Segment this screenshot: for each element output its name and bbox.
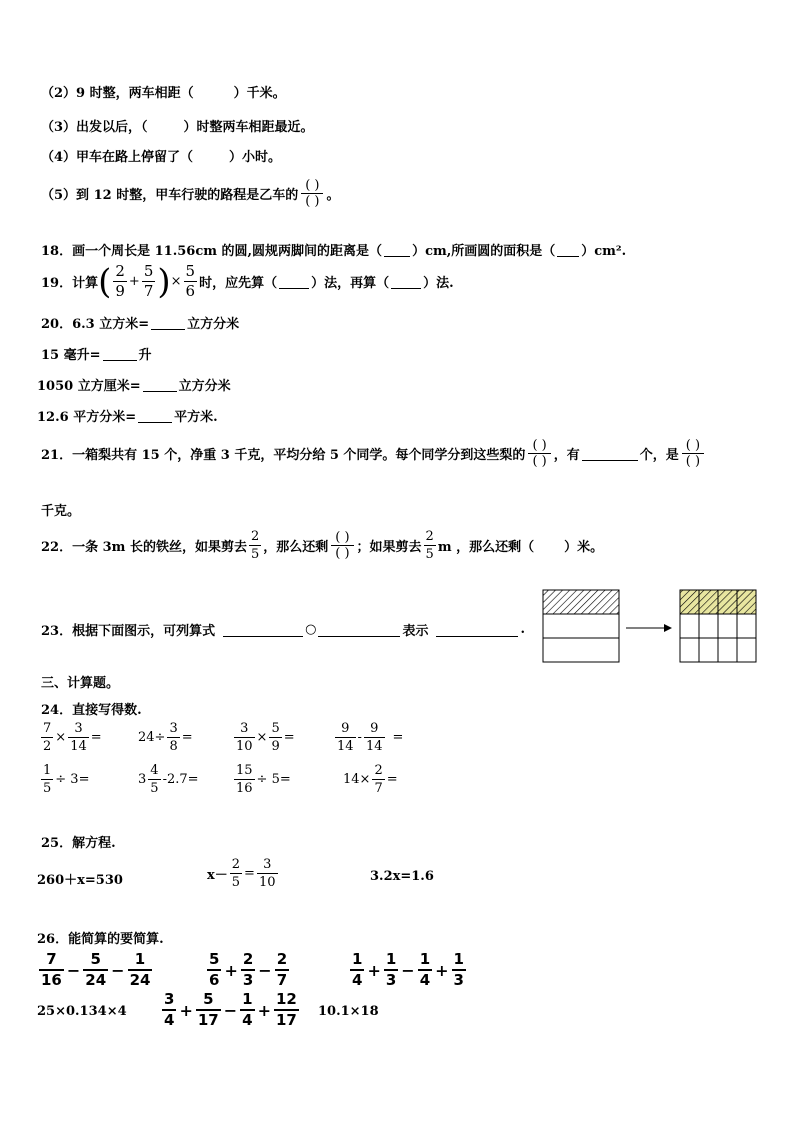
numerator: 2 <box>242 950 254 968</box>
denominator: 3 <box>242 971 254 989</box>
fraction <box>207 952 221 988</box>
numerator: 1 <box>419 950 431 968</box>
q23-line: 23．根据下面图示，可列算式 ○ 表示 . <box>41 622 525 639</box>
fraction <box>241 952 255 988</box>
answer-blank[interactable] <box>138 409 172 423</box>
q24-item: $\frac{15}{16}$ ÷ 5= <box>236 763 291 796</box>
denominator: 24 <box>129 971 151 989</box>
fraction: $\frac{2}{5}$ <box>250 529 260 562</box>
right-paren: ) <box>157 261 171 302</box>
q25-eq-1: 260＋x=530 <box>37 873 123 888</box>
q26-problem-2 <box>205 952 291 988</box>
denominator: 17 <box>197 1011 219 1029</box>
q24-item: 3 $\frac{4}{5}$ -2.7= <box>138 763 199 796</box>
q19-line: 19．计算 ( $\frac{2}{9}$ + $\frac{5}{7}$ ) × $\frac{5}{6}$ 时，应先算（ ）法，再算（ ）法. <box>41 261 454 302</box>
q24-item: 24÷ $\frac{3}{8}$ = <box>138 721 193 754</box>
q24-item: $\frac{3}{10}$ × $\frac{5}{9}$ = <box>236 721 295 754</box>
q26-problem-1 <box>37 952 154 988</box>
numerator: 1 <box>385 950 397 968</box>
fraction <box>350 952 364 988</box>
left-paren: ( <box>98 261 112 302</box>
fraction <box>196 992 221 1028</box>
blank-fraction[interactable]: ( ) ( ) <box>682 438 704 469</box>
numerator: 1 <box>242 990 253 1008</box>
answer-blank[interactable] <box>582 447 638 461</box>
q23-diagram <box>536 588 766 668</box>
q24-item: $\frac{1}{5}$ ÷ 3= <box>43 763 90 796</box>
q21-line: 21．一箱梨共有 15 个，净重 3 千克，平均分给 5 个同学。每个同学分到这些梨的 ( ) ( ) ，有 个，是 ( ) ( ) <box>41 438 707 469</box>
q17-line-5: （5）到 12 时整，甲车行驶的路程是乙车的 ( ) ( ) 。 <box>41 178 340 209</box>
fraction: $\frac{5}{7}$ <box>143 262 154 300</box>
denominator: 4 <box>352 971 363 989</box>
grid-rectangle <box>680 590 756 662</box>
numerator: 1 <box>352 950 363 968</box>
q17-line-2: （2）9 时整，两车相距（ ）千米。 <box>41 86 286 101</box>
denominator: 3 <box>385 971 397 989</box>
q26-problem-4: 25×0.134×4 <box>37 1004 127 1019</box>
q25-eq-2: x－ $\frac{2}{5}$ = $\frac{3}{10}$ <box>207 857 276 890</box>
answer-blank[interactable] <box>279 275 309 289</box>
denominator: 4 <box>242 1011 253 1029</box>
answer-blank[interactable] <box>103 347 137 361</box>
answer-blank[interactable] <box>384 243 410 257</box>
operator: + <box>257 1000 271 1020</box>
fraction <box>240 992 254 1028</box>
q24-title: 24．直接写得数. <box>41 703 142 718</box>
answer-blank[interactable] <box>391 275 421 289</box>
fraction <box>418 952 432 988</box>
fraction <box>39 952 64 988</box>
answer-blank[interactable] <box>318 623 400 637</box>
numerator: 3 <box>164 990 175 1008</box>
q17-line-3: （3）出发以后，（ ）时整两车相距最近。 <box>41 120 314 135</box>
q20-line-3: 1050 立方厘米= 立方分米 <box>37 379 231 394</box>
q25-title: 25．解方程. <box>41 836 116 851</box>
fraction <box>275 952 289 988</box>
whole-bar-rectangle <box>543 590 619 662</box>
numerator: 1 <box>453 950 464 968</box>
fraction <box>83 952 108 988</box>
q20-line-4: 12.6 平方分米= 平方米. <box>37 410 218 425</box>
fraction <box>452 952 466 988</box>
q20-line-1: 20．6.3 立方米= 立方分米 <box>41 317 240 332</box>
numerator: 5 <box>90 950 101 968</box>
denominator: 16 <box>41 971 62 989</box>
denominator: 4 <box>164 1011 175 1029</box>
denominator: 3 <box>453 971 464 989</box>
numerator: 5 <box>203 990 214 1008</box>
numerator: 2 <box>276 950 288 968</box>
blank-fraction[interactable]: ( ) ( ) <box>331 530 353 561</box>
section-title: 三、计算题。 <box>41 676 120 691</box>
fraction <box>162 992 176 1028</box>
q25-eq-3: 3.2x=1.6 <box>370 869 434 884</box>
answer-blank[interactable] <box>223 623 303 637</box>
blank-fraction[interactable]: ( ) ( ) <box>301 178 323 209</box>
q26-problem-6: 10.1×18 <box>318 1004 379 1019</box>
operator: − <box>258 960 272 980</box>
denominator: 6 <box>209 971 220 989</box>
answer-blank[interactable] <box>557 243 579 257</box>
arrow-right-icon <box>626 624 672 632</box>
q26-title: 26．能简算的要简算. <box>37 932 164 947</box>
operator: − <box>223 1000 238 1020</box>
fraction <box>128 952 153 988</box>
operator: − <box>111 960 125 980</box>
denominator: 24 <box>85 971 107 989</box>
operator: + <box>367 960 381 980</box>
q18-line: 18．画一个周长是 11.56cm 的圆,圆规两脚间的距离是（ ）cm,所画圆的面积是（ ）cm². <box>41 244 627 259</box>
fraction <box>274 992 299 1028</box>
numerator: 7 <box>46 950 57 968</box>
q26-problem-5 <box>160 992 301 1028</box>
q22-line: 22．一条 3m 长的铁丝，如果剪去 $\frac{2}{5}$ ，那么还剩 ( ) ( ) ；如果剪去 $\frac{2}{5}$ m ，那么还剩（ ）米。 <box>41 529 604 562</box>
q26-problem-3 <box>348 952 468 988</box>
answer-blank[interactable] <box>151 316 185 330</box>
answer-blank[interactable] <box>436 623 518 637</box>
operator: − <box>401 960 415 980</box>
answer-blank[interactable] <box>143 378 177 392</box>
q20-line-2: 15 毫升= 升 <box>41 348 152 363</box>
fraction: $\frac{2}{9}$ <box>115 262 125 300</box>
operator: − <box>66 960 81 980</box>
q17-line-4: （4）甲车在路上停留了（ ）小时。 <box>41 150 282 165</box>
q24-item: $\frac{7}{2}$ × $\frac{3}{14}$ = <box>43 721 102 754</box>
q24-item: $\frac{9}{14}$ - $\frac{9}{14}$ = <box>337 721 404 754</box>
numerator: 12 <box>275 990 297 1008</box>
fraction <box>384 952 398 988</box>
numerator: 5 <box>209 950 220 968</box>
numerator: 1 <box>134 950 146 968</box>
denominator: 7 <box>276 971 288 989</box>
q21-line-cont: 千克。 <box>41 504 81 519</box>
fraction: $\frac{2}{5}$ <box>425 529 434 562</box>
blank-fraction[interactable]: ( ) ( ) <box>528 438 550 469</box>
fraction: $\frac{5}{6}$ <box>185 262 196 300</box>
operator: + <box>224 960 238 980</box>
operator: + <box>179 1000 193 1020</box>
q24-item: 14× $\frac{2}{7}$ = <box>343 763 398 796</box>
denominator: 4 <box>419 971 431 989</box>
denominator: 17 <box>275 1011 297 1029</box>
operator: + <box>435 960 449 980</box>
